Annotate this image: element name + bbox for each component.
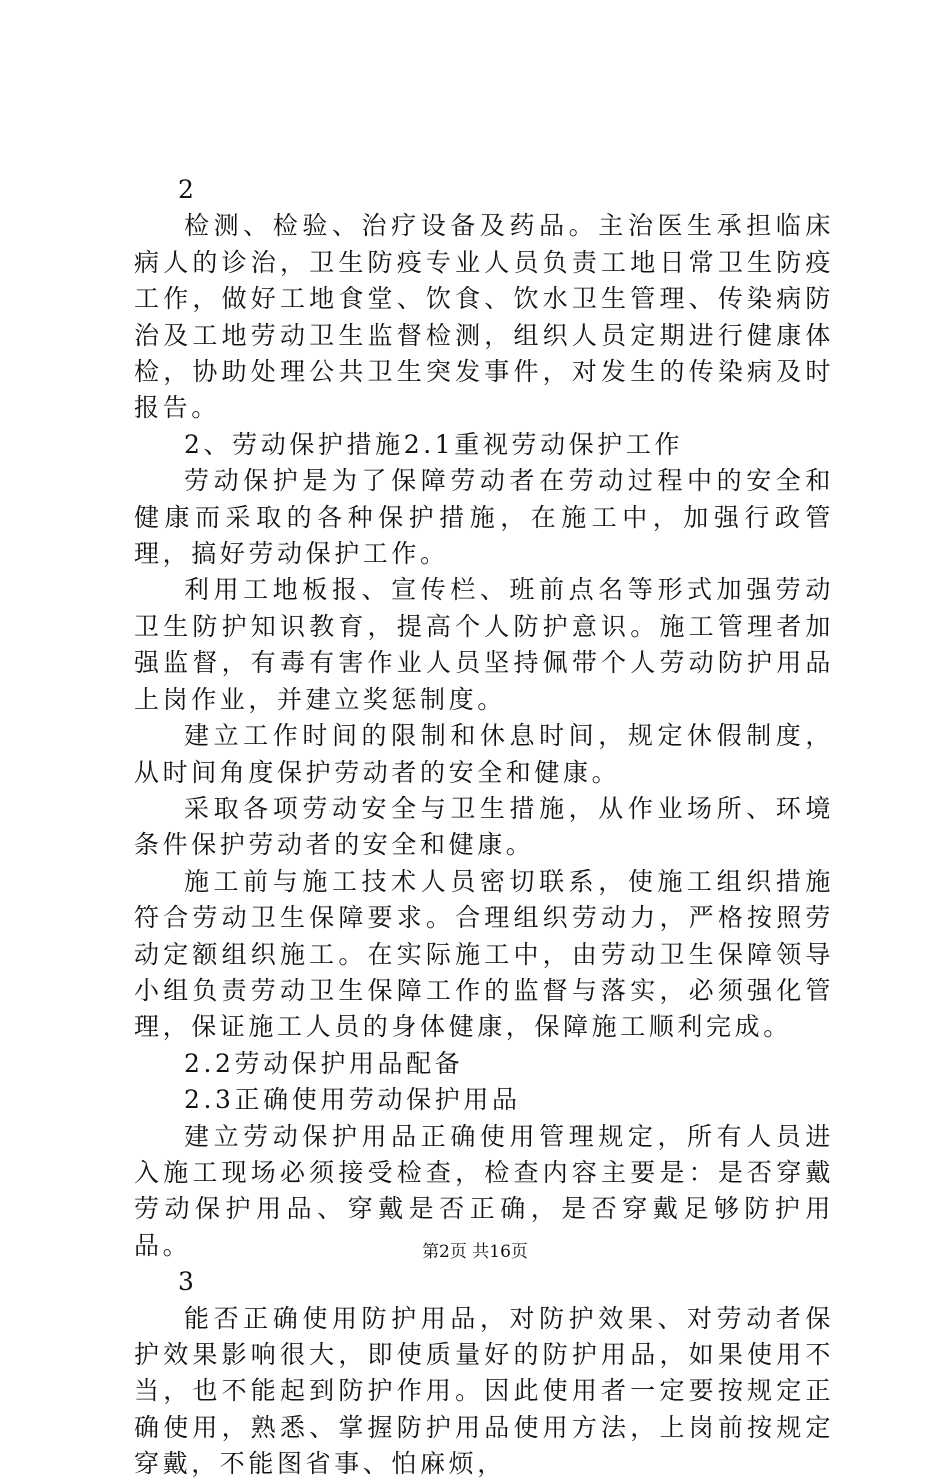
paragraph: 利用工地板报、宣传栏、班前点名等形式加强劳动卫生防护知识教育，提高个人防护意识。施工管理者加强监督，有毒有害作业人员坚持佩带个人劳动防护用品上岗作业，并建立奖惩制度。 (134, 575, 834, 714)
subsection-heading: 2.2劳动保护用品配备 (184, 1048, 464, 1078)
subsection-heading: 2.3正确使用劳动保护用品 (184, 1085, 521, 1115)
page-number-marker: 3 (178, 1267, 198, 1297)
document-body (134, 172, 834, 1483)
paragraph: 采取各项劳动安全与卫生措施，从作业场所、环境条件保护劳动者的安全和健康。 (134, 793, 834, 860)
paragraph: 劳动保护是为了保障劳动者在劳动过程中的安全和健康而采取的各种保护措施，在施工中，加强行政管理，搞好劳动保护工作。 (134, 466, 834, 569)
section-heading: 2、劳动保护措施2.1重视劳动保护工作 (184, 429, 684, 459)
paragraph: 能否正确使用防护用品，对防护效果、对劳动者保护效果影响很大，即使质量好的防护用品，如果使用不当，也不能起到防护作用。因此使用者一定要按规定正确使用，熟悉、掌握防护用品使用方法，上岗前按规定穿戴，不能图省事、怕麻烦， (134, 1303, 834, 1479)
paragraph: 检测、检验、治疗设备及药品。主治医生承担临床病人的诊治，卫生防疫专业人员负责工地日常卫生防疫工作，做好工地食堂、饮食、饮水卫生管理、传染病防治及工地劳动卫生监督检测，组织人员定期进行健康体检，协助处理公共卫生突发事件，对发生的传染病及时报告。 (134, 211, 834, 423)
paragraph: 建立工作时间的限制和休息时间，规定休假制度，从时间角度保护劳动者的安全和健康。 (134, 721, 834, 787)
page-footer: 第2页 共16页 (422, 1242, 528, 1262)
paragraph: 施工前与施工技术人员密切联系，使施工组织措施符合劳动卫生保障要求。合理组织劳动力，严格按照劳动定额组织施工。在实际施工中，由劳动卫生保障领导小组负责劳动卫生保障工作的监督与落实，必须强化管理，保证施工人员的身体健康，保障施工顺利完成。 (134, 866, 834, 1042)
paragraph: 建立劳动保护用品正确使用管理规定，所有人员进入施工现场必须接受检查，检查内容主要是：是否穿戴劳动保护用品、穿戴是否正确，是否穿戴足够防护用品。 (134, 1121, 834, 1260)
page-number-marker: 2 (178, 175, 198, 204)
